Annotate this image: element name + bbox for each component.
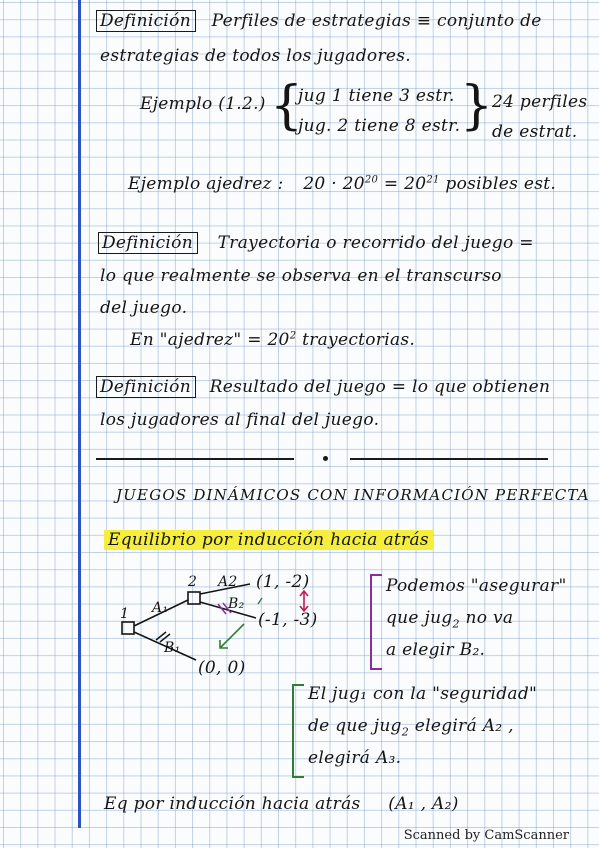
note-1-line-2-post: no va bbox=[459, 608, 514, 628]
separator-right bbox=[350, 458, 548, 460]
chess-trajectories-exp: 2 bbox=[289, 330, 297, 342]
example-result-2: de estrat. bbox=[492, 122, 578, 142]
note-2-line-2-sub: 2 bbox=[401, 725, 410, 739]
tree-label-b2: B₂ bbox=[228, 596, 245, 612]
definition-1-line-2: estrategias de todos los jugadores. bbox=[100, 46, 411, 66]
note-1-line-2 bbox=[386, 608, 513, 630]
tree-label-a1: A₁ bbox=[152, 600, 169, 616]
backward-arrow bbox=[220, 624, 244, 648]
note-2-line-3: elegirá A₃. bbox=[308, 748, 402, 768]
tree-label-b1: B₁ bbox=[164, 640, 181, 656]
definition-3-line-2: los jugadores al final del juego. bbox=[100, 410, 380, 430]
chess-base-2: = 20 bbox=[378, 174, 427, 194]
example-line-1: jug 1 tiene 3 estr. bbox=[298, 86, 455, 106]
payoff-bottom: (0, 0) bbox=[198, 658, 246, 678]
conclusion bbox=[104, 794, 459, 814]
chess-trajectories-pre: En "ajedrez" = 20 bbox=[130, 330, 290, 350]
subtitle bbox=[104, 530, 433, 550]
definition-2-line-3: del juego. bbox=[100, 298, 188, 318]
note-1-line-3: a elegir B₂. bbox=[386, 640, 486, 660]
definition-1-line-1 bbox=[96, 10, 542, 32]
note-2-line-2-post: elegirá A₂ , bbox=[409, 716, 514, 736]
definition-label: Definición bbox=[96, 376, 196, 398]
definition-2-line-4 bbox=[130, 330, 415, 350]
definition-3-line-1 bbox=[96, 376, 550, 398]
conclusion-pair: (A₁ , A₂) bbox=[388, 794, 459, 814]
margin-line bbox=[78, 0, 81, 828]
purple-bracket bbox=[370, 574, 382, 670]
example-result-1: 24 perfiles bbox=[492, 92, 588, 112]
payoff-middle: (-1, -3) bbox=[258, 610, 318, 630]
chess-base-1: 20 · 20 bbox=[303, 174, 365, 194]
chess-exp-1: 20 bbox=[364, 174, 379, 186]
definition-label: Definición bbox=[96, 10, 196, 32]
note-2-line-1: El jug₁ con la "seguridad" bbox=[308, 684, 538, 704]
definition-label: Definición bbox=[98, 232, 198, 254]
tree-label-a2: A2 bbox=[218, 574, 238, 590]
definition-text: Trayectoria o recorrido del juego = bbox=[217, 233, 534, 253]
green-bracket bbox=[292, 684, 304, 778]
tree-node-player-1 bbox=[122, 622, 134, 634]
section-title: JUEGOS DINÁMICOS CON INFORMACIÓN PERFECTA bbox=[116, 486, 590, 504]
example-label: Ejemplo (1.2.) bbox=[140, 94, 266, 114]
definition-text: Perfiles de estrategias ≡ conjunto de bbox=[211, 11, 542, 31]
payoff-top: (1, -2) bbox=[256, 572, 310, 592]
small-green-arrow bbox=[258, 598, 262, 604]
example-line-2: jug. 2 tiene 8 estr. bbox=[298, 116, 461, 136]
note-2-line-2 bbox=[308, 716, 514, 738]
scanner-watermark: Scanned by CamScanner bbox=[403, 828, 569, 843]
note-1-line-2-pre: que jug bbox=[386, 608, 453, 628]
chess-example bbox=[128, 174, 556, 194]
left-brace: { bbox=[270, 76, 304, 136]
chess-label: Ejemplo ajedrez : bbox=[128, 174, 284, 194]
note-2-line-2-pre: de que jug bbox=[308, 716, 402, 736]
highlighted-subtitle: Equilibrio por inducción hacia atrás bbox=[104, 530, 433, 550]
separator-left bbox=[96, 458, 294, 460]
note-1-line-2-sub: 2 bbox=[452, 617, 460, 631]
tree-label-player-1: 1 bbox=[120, 606, 130, 622]
conclusion-text: Eq por inducción hacia atrás bbox=[104, 794, 361, 814]
chess-exp-2: 21 bbox=[426, 174, 440, 186]
definition-2-line-2: lo que realmente se observa en el transcurso bbox=[100, 266, 502, 286]
right-brace: } bbox=[460, 76, 494, 136]
chess-trajectories-post: trayectorias. bbox=[296, 330, 416, 350]
note-1-line-1: Podemos "asegurar" bbox=[386, 576, 567, 596]
tree-label-player-2: 2 bbox=[188, 574, 198, 590]
separator-dot bbox=[323, 456, 328, 461]
definition-text: Resultado del juego = lo que obtienen bbox=[209, 377, 551, 397]
tree-node-player-2 bbox=[188, 592, 200, 604]
chess-tail: posibles est. bbox=[439, 174, 557, 194]
definition-2-line-1 bbox=[98, 232, 534, 254]
